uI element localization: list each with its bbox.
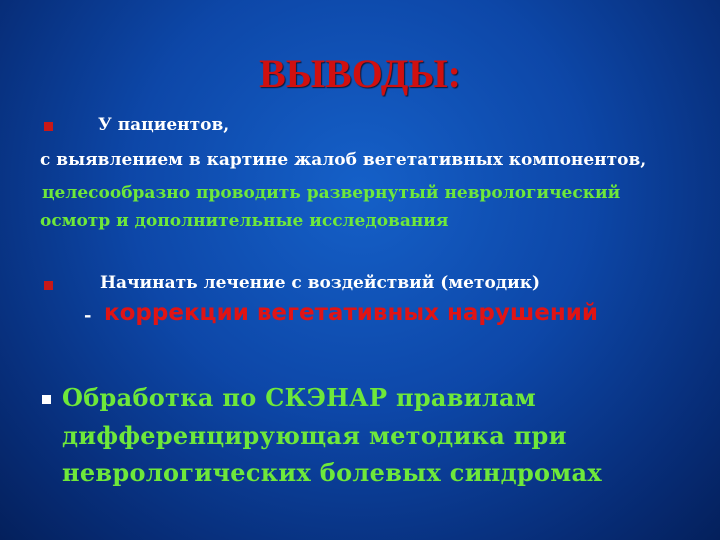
block1-line3: целесообразно проводить развернутый неврологический	[42, 183, 621, 203]
bullet-square-icon	[44, 281, 53, 290]
block3-line2: дифференцирующая методика при	[62, 421, 567, 450]
block1-line4: осмотр и дополнительные исследования	[40, 211, 449, 231]
block1-line1: У пациентов,	[98, 115, 230, 135]
slide-title: ВЫВОДЫ:	[259, 51, 461, 96]
block3-line1: Обработка по СКЭНАР правилам	[62, 383, 537, 412]
block2-dash: -	[84, 305, 92, 326]
block1-line2: с выявлением в картине жалоб вегетативных компонентов,	[40, 150, 647, 170]
block3-line3: неврологических болевых синдромах	[62, 458, 602, 487]
bullet-square-icon	[42, 395, 51, 404]
block2-line2: коррекции вегетативных нарушений	[104, 300, 599, 326]
block2-line1: Начинать лечение с воздействий (методик)	[100, 273, 541, 293]
bullet-square-icon	[44, 122, 53, 131]
